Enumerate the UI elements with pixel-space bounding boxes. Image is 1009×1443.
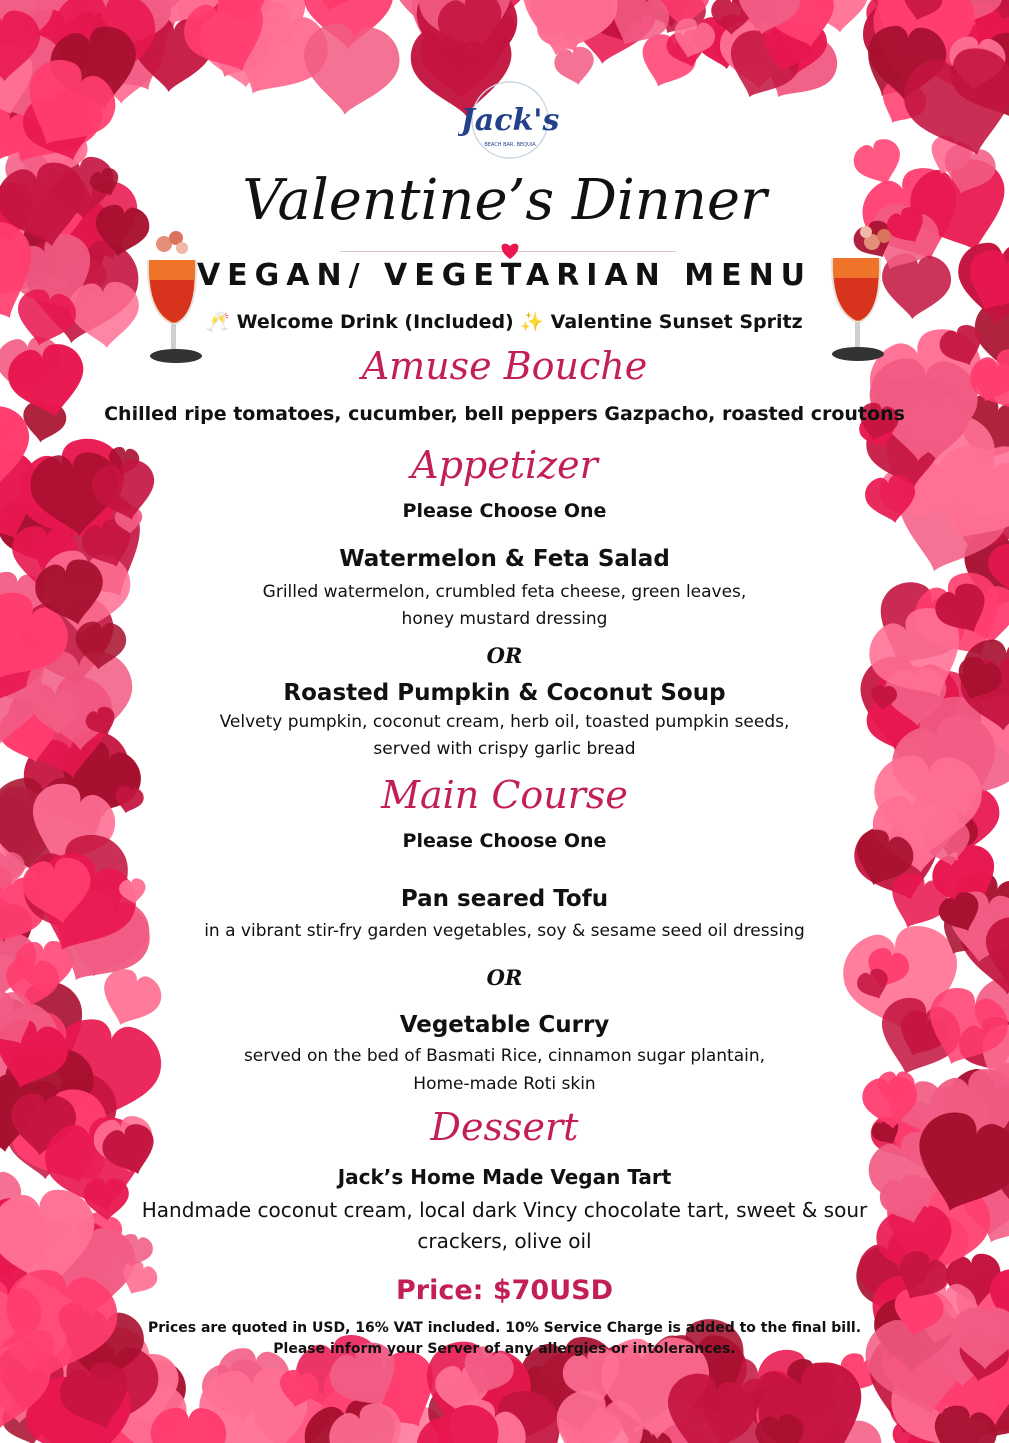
main-course-instruction: Please Choose One [402,830,607,852]
footnote-line2: Please inform your Server of any allergies or intolerances. [273,1341,736,1357]
toast-icon: 🥂 [206,311,231,333]
main-option-1-desc: in a vibrant stir-fry garden vegetables, soy & sesame seed oil dressing [204,921,805,941]
appetizer-or-divider: OR [486,643,523,668]
svg-text:Jack's: Jack's [460,103,560,138]
dessert-name: Jack’s Home Made Vegan Tart [337,1165,672,1189]
appetizer-option-1-desc-line2: honey mustard dressing [401,609,608,629]
main-option-1-name: Pan seared Tofu [400,886,609,912]
menu-subtitle: VEGAN/ VEGETARIAN MENU [196,258,813,293]
appetizer-option-2-desc-line2: served with crispy garlic bread [373,739,636,759]
main-option-2-desc-line2: Home-made Roti skin [413,1074,596,1094]
appetizer-option-1-name: Watermelon & Feta Salad [339,546,670,572]
main-or-divider: OR [486,965,523,990]
amuse-bouche-description: Chilled ripe tomatoes, cucumber, bell peppers Gazpacho, roasted croutons [104,403,905,425]
welcome-drink-name: Valentine Sunset Spritz [550,311,803,333]
welcome-drink-label: Welcome Drink (Included) [236,311,514,333]
appetizer-option-2-name: Roasted Pumpkin & Coconut Soup [283,680,726,706]
price: Price: $70USD [395,1275,613,1306]
sparkle-icon: ✨ [520,311,545,333]
dessert-heading: Dessert [430,1105,579,1149]
appetizer-heading: Appetizer [411,443,598,487]
main-option-2-desc-line1: served on the bed of Basmati Rice, cinnamon sugar plantain, [243,1046,766,1066]
dessert-desc-line1: Handmade coconut cream, local dark Vincy chocolate tart, sweet & sour [141,1198,868,1222]
dessert-desc-line2: crackers, olive oil [417,1229,592,1253]
main-option-2-name: Vegetable Curry [399,1012,610,1038]
footnote-line1: Prices are quoted in USD, 16% VAT included. 10% Service Charge is added to the final bill. [147,1320,862,1336]
welcome-drink-line [0,310,1009,333]
appetizer-option-1-desc-line1: Grilled watermelon, crumbled feta cheese, green leaves, [262,582,747,602]
appetizer-option-2-desc-line1: Velvety pumpkin, coconut cream, herb oil, toasted pumpkin seeds, [219,712,790,732]
appetizer-instruction: Please Choose One [402,500,607,522]
svg-text:BEACH BAR, BEQUIA: BEACH BAR, BEQUIA [484,142,536,148]
main-course-heading: Main Course [381,773,628,817]
menu-title: Valentine’s Dinner [242,168,767,233]
amuse-bouche-heading: Amuse Bouche [361,344,648,388]
jacks-logo [458,80,562,160]
